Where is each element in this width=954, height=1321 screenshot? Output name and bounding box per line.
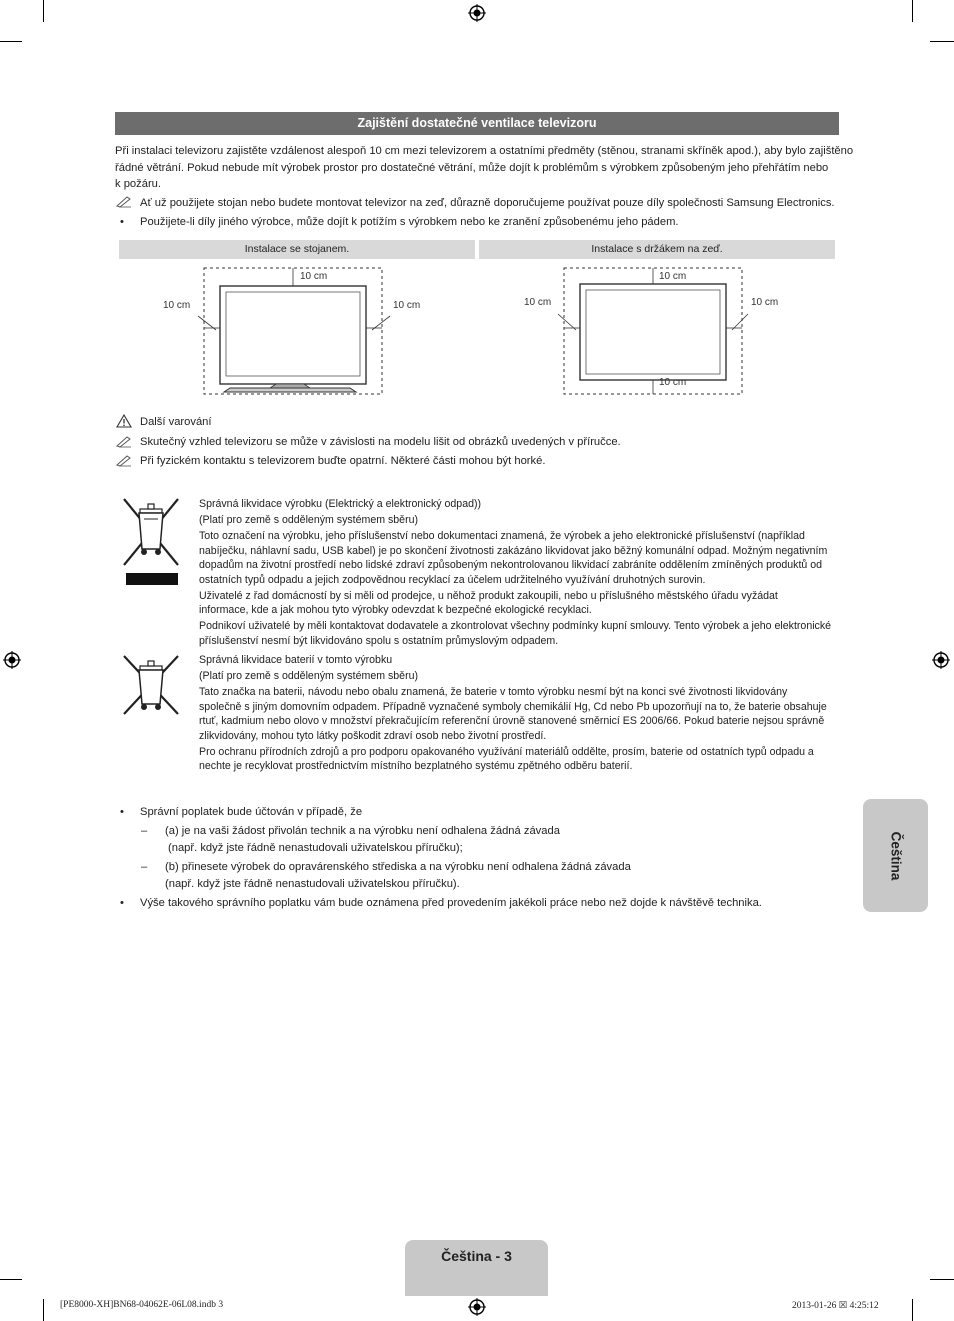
battery-line: nechte je recyklovat prostřednictvím místního bezplatného systému zpětného odběru baterií. [199,760,633,772]
warnings-title: Další varování [140,416,212,428]
note-pencil-icon [116,436,132,448]
battery-line: zlikvidovány, mohou tyto látky poškodit zdraví osob nebo životní prostředí. [199,729,547,742]
fee-case-a-line1: (a) je na vaši žádost přivolán technik a na výrobku není odhalena žádná závada [165,825,560,837]
fee-case-a-line2: (např. když jste řádně nenastudovali uživatelskou příručku); [168,841,463,854]
note-pencil-icon [116,196,132,208]
battery-line: společně s jiným domovním odpadem. Případně vyznačené symboly chemikálií Hg, Cd nebo Pb upozorňují na to, že baterie obsahuje [199,700,827,713]
dim-right-wall: 10 cm [751,297,779,308]
weee-block [199,497,831,648]
weee-line: ostatních typů odpadu a jejich zodpovědnou recyklací za účelem udržitelného využívání druhotných surovin. [199,573,706,586]
language-side-tab-label: Čeština [888,831,903,880]
intro-paragraph [115,143,853,193]
battery-line: Pro ochranu přírodních zdrojů a pro podporu opakovaného využívání materiálů oddělte, prosím, baterie od ostatních typů odpadu a [199,745,814,758]
weee-line: nabíječku, náhlavní sadu, USB kabel) je po skončení životnosti zakázáno likvidovat jako běžný komunální odpad. Možným negativním [199,544,828,557]
dash-marker: – [141,825,148,837]
note-hot-parts: Při fyzickém kontaktu s televizorem buďte opatrní. Některé části mohou být horké. [140,455,546,467]
bullet-marker: • [120,216,124,228]
note-pencil-icon [116,455,132,467]
weee-line: Uživatelé z řad domácností by si měli od prodejce, u něhož produkt zakoupili, nebo u příslušného městského úřadu vyžádat [199,589,778,602]
warning-triangle-icon [116,414,132,428]
tv-stand-diagram [160,262,440,396]
page-number-tab [405,1240,548,1296]
weee-title: Správná likvidace výrobku (Elektrický a elektronický odpad)) [199,498,482,510]
footer-file-info: [PE8000-XH]BN68-04062E-06L08.indb 3 [60,1300,224,1310]
weee-line: Podnikoví uživatelé by měli kontaktovat dodavatele a zkontrolovat všechny podmínky kupní smlouvy. Tento výrobek a jeho elektronické [199,620,832,632]
registration-mark-bottom-icon [468,1298,486,1316]
weee-line: dopadům na životní prostředí nebo lidské zdraví způsobeným nekontrolovanou likvidací zabráníte oddělením zmíněných produktů od [199,559,823,571]
battery-subtitle: (Platí pro země s odděleným systémem sběru) [199,670,419,682]
bullet-marker: • [120,897,124,909]
dim-right-stand: 10 cm [393,300,421,311]
note-appearance: Skutečný vzhled televizoru se může v závislosti na modelu lišit od obrázků uvedených v příručce. [140,436,621,448]
dim-left-stand: 10 cm [163,300,191,311]
dash-marker: – [141,861,148,873]
intro-line: řádné větrání. Pokud nebude mít výrobek prostor pro dostatečné větrání, může dojít k problémům s výrobkem způsobeným jeho přehřátím nebo [115,161,829,174]
battery-line: rtuť, kadmium nebo olovo v množství překračujícím referenční úrovně stanovené směrnicí ES 2006/66. Pokud baterie nejsou správně [199,715,825,727]
section-title: Zajištění dostatečné ventilace televizoru [115,112,839,135]
dim-bottom-wall: 10 cm [659,377,687,388]
battery-line: Tato značka na baterii, návodu nebo obalu znamená, že baterie v tomto výrobku nesmí být na konci své životnosti likvidovány [199,686,788,698]
footer-timestamp: 2013-01-26 ☒ 4:25:12 [792,1301,879,1311]
weee-line: příslušenství nesmí být likvidováno spolu s ostatním průmyslovým odpadem. [199,634,559,647]
stand-installation-label: Instalace se stojanem. [119,240,475,259]
weee-subtitle: (Platí pro země s odděleným systémem sběru) [199,514,419,526]
registration-mark-top-icon [468,4,486,22]
page-number-label: Čeština - 3 [441,1248,512,1264]
dim-top-stand: 10 cm [300,271,328,282]
fee-bullet-2: Výše takového správního poplatku vám bude oznámena před provedením jakékoli práce nebo než dojde k návštěvě technika. [140,897,762,909]
fee-case-b-line1: (b) přinesete výrobek do opravárenského střediska a na výrobku není odhalena žádná závada [165,861,631,873]
dim-top-wall: 10 cm [659,271,687,282]
tv-wall-diagram [520,262,800,396]
intro-line: Při instalaci televizoru zajistěte vzdálenost alespoň 10 cm mezi televizorem a ostatními předměty (stěnou, stranami skříněk apod.), aby bylo zajištěno [115,145,854,157]
bullet-marker: • [120,806,124,818]
language-side-tab [863,799,928,912]
dim-left-wall: 10 cm [524,297,552,308]
fee-bullet: Správní poplatek bude účtován v případě, že [140,806,363,818]
crossed-bin-icon [122,495,180,587]
battery-block [199,653,827,774]
weee-line: informace, kde a jak mohou tyto výrobky odevzdat k bezpečné ekologické recyklaci. [199,604,592,616]
wall-installation-label: Instalace s držákem na zeď. [479,240,835,259]
weee-line: Toto označení na výrobku, jeho příslušenství nebo dokumentaci znamená, že výrobek a jeho elektronické příslušenství (například [199,530,805,542]
fee-case-a [165,823,560,856]
note-stand-parts: Ať už použijete stojan nebo budete montovat televizor na zeď, důrazně doporučujeme používat pouze díly společnosti Samsung Electronics. [140,197,835,209]
battery-title: Správná likvidace baterií v tomto výrobku [199,654,393,666]
fee-case-b [165,859,631,892]
crossed-battery-bin-icon [122,652,180,718]
fee-case-b-line2: (např. když jste řádně nenastudovali uživatelskou příručku). [165,877,460,890]
registration-mark-right-icon [932,651,950,669]
registration-mark-left-icon [3,651,21,669]
bullet-other-parts: Použijete-li díly jiného výrobce, může dojít k potížím s výrobkem nebo ke zranění způsobenému jeho pádem. [140,216,679,228]
intro-line: k požáru. [115,178,162,190]
